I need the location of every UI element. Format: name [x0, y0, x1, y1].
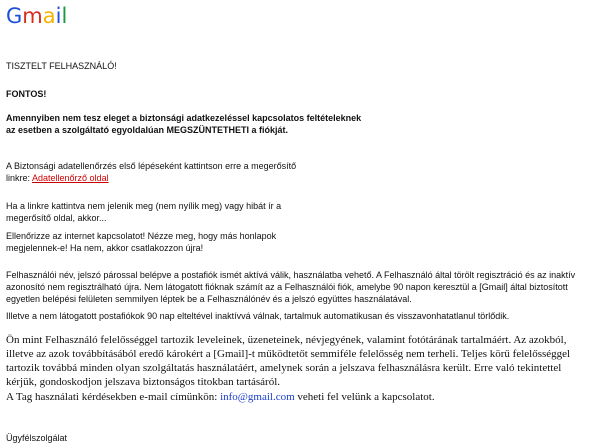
verify-paragraph: [6, 160, 594, 184]
check-line-1: Ellenőrizze az internet kapcsolatot! Nézze meg, hogy más honlapok: [6, 231, 277, 241]
warning-line-1: Amennyiben nem tesz eleget a biztonsági adatkezeléssel kapcsolatos feltételeknek: [6, 113, 362, 123]
fallback-line-1: Ha a linkre kattintva nem jelenik meg (nem nyílik meg) vagy hibát ír a: [6, 201, 282, 211]
signature: Ügyfélszolgálat: [6, 433, 68, 443]
logo-letter-g: G: [6, 4, 23, 28]
verify-prefix: linkre:: [6, 173, 33, 183]
check-line-2: megjelennek-e! Ha nem, akkor csatlakozzon újra!: [6, 243, 204, 253]
connection-check-paragraph: [6, 230, 594, 254]
logo-letter-a: a: [42, 4, 56, 28]
greeting: TISZTELT FELHASZNÁLÓ!: [6, 61, 117, 71]
contact-paragraph: [6, 390, 592, 404]
contact-email-link[interactable]: info@gmail.com: [220, 391, 295, 403]
verify-line-2: [6, 172, 594, 184]
warning-text: [6, 112, 594, 136]
fallback-paragraph: [6, 200, 594, 224]
contact-suffix: veheti fel velünk a kapcsolatot.: [294, 391, 435, 403]
gmail-logo: [6, 4, 67, 28]
reactivation-paragraph: Felhasználói név, jelszó párossal belépve a postafiók ismét aktívá válik, használatba vehető. A Felhasználó által törölt regisztráció és az inaktív azonosító nem regisztrálható újra. Nem látogatott fióknak számít az a Felhasználói fiók, amelybe 90 napon keresztül a [Gmail] által biztosított egyetlen belépési felületen semmilyen léptek be a Felhasználónév és a jelszó együttes használatával.: [6, 270, 576, 304]
inactive-account-paragraph: Illetve a nem látogatott postafiókok 90 nap elteltével inaktívvá válnak, tartalmuk automatikusan és visszavonhatatlanul törlődik.: [6, 311, 510, 321]
logo-letter-l: l: [61, 4, 68, 28]
responsibility-paragraph: Ön mint Felhasználó felelősséggel tartozik leveleinek, üzeneteinek, névjegyének, valamint fotótárának tartalmáért. Az azokból, illetve az azok továbbításából eredő károkért a [Gmail]-t működtetőt semmiféle felelősség nem terheli. Teljes körű felelősséggel tartozik továbbá minden olyan szolgáltatás használatáért, amelynek során a jelszava felhasználásra került. Erre való tekintettel kérjük, gondoskodjon jelszava biztonságos titokban tartásáról.: [6, 334, 571, 388]
verify-line-1: A Biztonsági adatellenőrzés első lépéseként kattintson erre a megerősítő: [6, 161, 297, 171]
logo-letter-m: m: [22, 4, 43, 28]
fallback-line-2: megerősítő oldal, akkor...: [6, 213, 107, 223]
warning-line-2: az esetben a szolgáltató egyoldalúan MEGSZÜNTETHETI a fiókját.: [6, 125, 289, 135]
verification-link[interactable]: Adatellenőrző oldal: [32, 173, 109, 183]
contact-prefix: A Tag használati kérdésekben e-mail címünkön:: [6, 391, 221, 403]
logo-letter-i: i: [55, 4, 62, 28]
important-heading: FONTOS!: [6, 89, 47, 99]
